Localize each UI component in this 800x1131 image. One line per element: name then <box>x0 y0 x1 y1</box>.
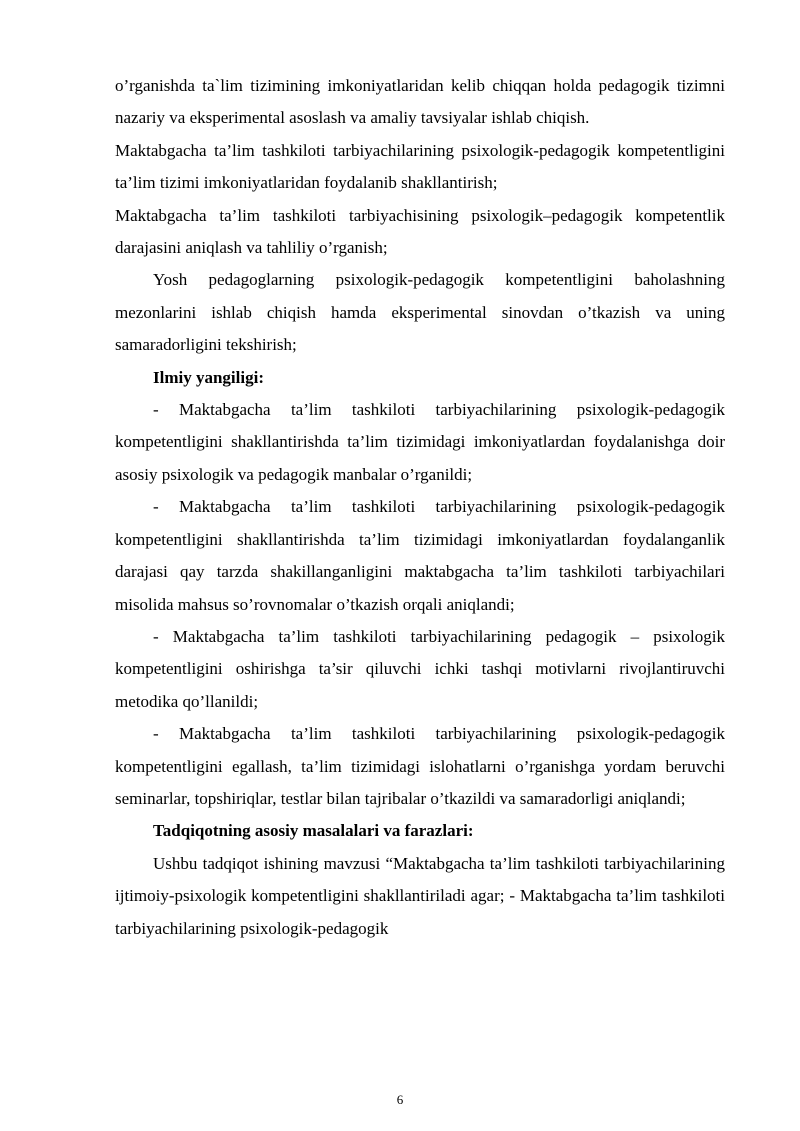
paragraph-novelty-3: - Maktabgacha ta’lim tashkiloti tarbiyachilarining pedagogik – psixologik kompetentligini oshirishga ta’sir qiluvchi ichki tashqi motivlarni rivojlantiruvchi metodika qo’llanildi; <box>115 626 725 711</box>
paragraph-task-2: Maktabgacha ta’lim tashkiloti tarbiyachisining psixologik–pedagogik kompetentlik darajasini aniqlash va tahliliy o’rganish; <box>115 205 725 258</box>
paragraph-continuation: o’rganishda ta`lim tizimining imkoniyatlaridan kelib chiqqan holda pedagogik tizimni nazariy va eksperimental asoslash va amaliy tavsiyalar ishlab chiqish. <box>115 76 725 128</box>
paragraph-research-topic: Ushbu tadqiqot ishining mavzusi “Maktabgacha ta’lim tashkiloti tarbiyachilarining ijtimoiy-psixologik kompetentligini shakllantiriladi agar; - Maktabgacha ta’lim tashkiloti tarbiyachilarining psixologik-pedagogik <box>115 853 725 938</box>
paragraph-novelty-2: - Maktabgacha ta’lim tashkiloti tarbiyachilarining psixologik-pedagogik kompetentligini shakllantirishda ta’lim tizimidagi imkoniyatlardan foydalanganlik darajasi qay tarzda shakillanganligini maktabgacha ta’lim tashkiloti tarbiyachilari misolida mahsus so’rovnomalar o’tkazish orqali aniqlandi; <box>115 497 725 614</box>
page-number: 6 <box>396 1092 404 1107</box>
heading-scientific-novelty: Ilmiy yangiligi: <box>153 367 264 387</box>
paragraph-task-1: Maktabgacha ta’lim tashkiloti tarbiyachilarining psixologik-pedagogik kompetentligini ta’lim tizimi imkoniyatlaridan foydalanib shakllantirish; <box>115 140 725 193</box>
paragraph-novelty-1: - Maktabgacha ta’lim tashkiloti tarbiyachilarining psixologik-pedagogik kompetentligini shakllantirishda ta’lim tizimidagi imkoniyatlardan foydalanishga doir asosiy psixologik va pedagogik manbalar o’rganildi; <box>115 400 725 484</box>
heading-main-tasks: Tadqiqotning asosiy masalalari va farazlari: <box>153 821 474 841</box>
paragraph-novelty-4: - Maktabgacha ta’lim tashkiloti tarbiyachilarining psixologik-pedagogik kompetentligini egallash, ta’lim tizimidagi islohatlarni o’rganishga yordam beruvchi seminarlar, topshiriqlar, testlar bilan tajribalar o’tkazildi va samaradorligi aniqlandi; <box>115 724 725 808</box>
paragraph-task-3: Yosh pedagoglarning psixologik-pedagogik kompetentligini baholashning mezonlarini ishlab chiqish hamda eksperimental sinovdan o’tkazish va uning samaradorligini tekshirish; <box>115 270 725 355</box>
document-body <box>115 70 725 945</box>
